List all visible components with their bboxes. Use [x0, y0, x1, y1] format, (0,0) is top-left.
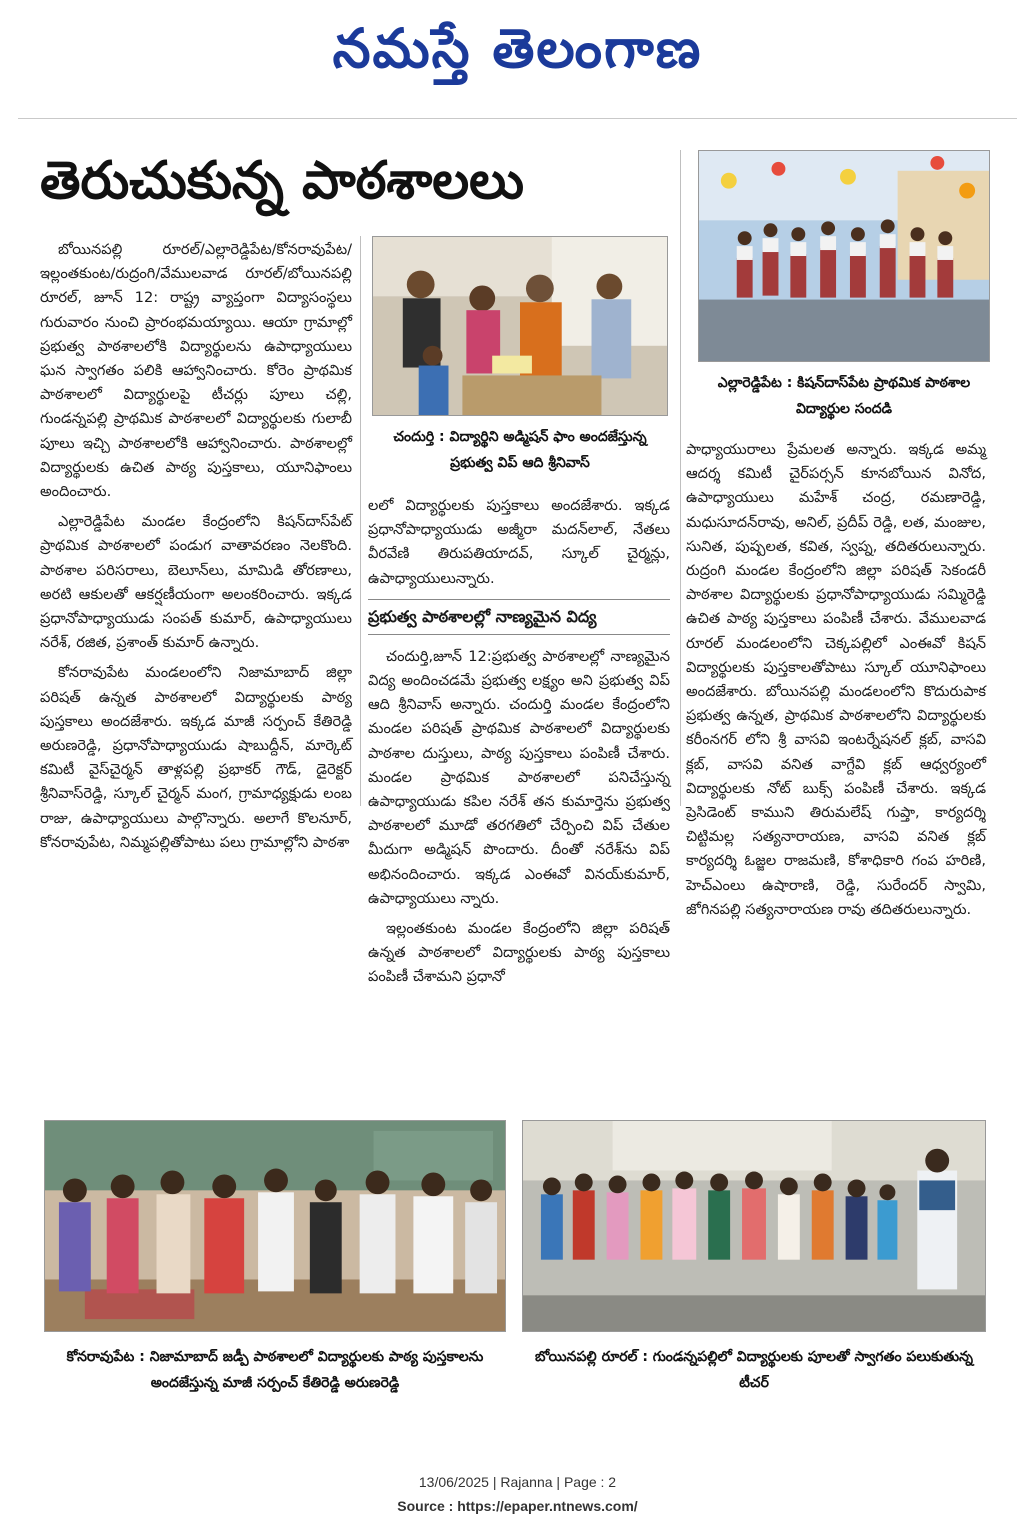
caption-photo-boinpally-rural: బోయినపల్లి రూరల్ : గుండన్నపల్లిలో విద్యార్థులకు పూలతో స్వాగతం పలుకుతున్న టీచర్ [534, 1349, 974, 1391]
article-column-3 [686, 438, 986, 928]
article-column-1 [40, 238, 352, 861]
photo-yellareddypet [698, 150, 990, 362]
caption-photo-chandurthi: చందుర్తి : విద్యార్థిని అడ్మిషన్ ఫాం అందజేస్తున్న ప్రభుత్వ విప్ ఆది శ్రీనివాస్ [393, 429, 647, 471]
caption-photo-konaraopet: కోనరావుపేట : నిజామాబాద్ జడ్పీ పాఠశాలలో విద్యార్థులకు పాఠ్య పుస్తకాలను అందజేస్తున్న మాజీ సర్పంచ్ కేతిరెడ్డి అరుణరెడ్డి [66, 1349, 484, 1391]
col2-paragraph-1: చందుర్తి,జూన్ 12:ప్రభుత్వ పాఠశాలల్లో నాణ్యమైన విద్య అందించడమే ప్రభుత్వ లక్ష్యం అని ప్రభుత్వ విప్ ఆది శ్రీనివాస్ అన్నారు. చందుర్తి మండల కేంద్రంలోని మండల పరిషత్ ప్రాథమిక పాఠశాలలో విద్యార్థులకు పాఠశాల దుస్తులు, పాఠ్య పుస్తకాలు పంపిణీ చేశారు. మండల ప్రాథమిక పాఠశాలలో పనిచేస్తున్న ఉపాధ్యాయుడు కపిల నరేశ్ తన కుమార్తెను ప్రభుత్వ పాఠశాలలో మూడో తరగతిలో చేర్పించి విప్ చేతుల మీదుగా అడ్మిషన్ పొందారు. దీంతో నరేశ్‌ను విప్ అభినందించారు. ఇక్కడ ఎంఈవో వినయ్‌కుమార్, ఉపాధ్యాయులు న్నారు. [368, 647, 670, 907]
photo-konaraopet [44, 1120, 506, 1332]
article-column-2 [368, 494, 670, 996]
col1-paragraph-1: బోయినపల్లి రూరల్/ఎల్లారెడ్డిపేట/కోనరావుపేట/ఇల్లంతకుంట/రుద్రంగి/వేములవాడ రూరల్/బోయినపల్లి రూరల్, జూన్ 12: రాష్ట్ర వ్యాప్తంగా విద్యాసంస్థలు గురువారం నుంచి ప్రారంభమయ్యాయి. ఆయా గ్రామాల్లో ప్రభుత్వ పాఠశాలలోకి విద్యార్థులను ఉపాధ్యాయులు ఘన స్వాగతం పలికి ఆహ్వానించారు. కోరెం ప్రాథమిక పాఠశాలలో విద్యార్థులపై టీచర్లు పూలు చల్లి, గుండన్నపల్లి ప్రాథమిక పాఠశాలలో విద్యార్థులకు గులాబీ పూలు ఇచ్చి పాఠశాలలోకి ఆహ్వానించారు. పాఠశాలల్లో విద్యార్థులకు ఉచిత పాఠ్య పుస్తకాలు, యూనిఫాంలు అందించారు. [40, 241, 352, 501]
col2-paragraph-2: ఇల్లంతకుంట మండల కేంద్రంలోని జిల్లా పరిషత్ ఉన్నత పాఠశాలలో విద్యార్థులకు పాఠ్య పుస్తకాలు పంపిణీ చేశామని ప్రధానో [368, 920, 670, 986]
photo-chandurthi [372, 236, 668, 416]
column-divider-2 [680, 150, 681, 806]
source-link[interactable]: Source : https://epaper.ntnews.com/ [397, 1498, 638, 1514]
photo-boinpally-rural [522, 1120, 986, 1332]
page-footer [0, 1470, 1035, 1518]
masthead-rule [18, 118, 1017, 119]
col1-paragraph-3: కోనరావుపేట మండలంలోని నిజామాబాద్ జిల్లా పరిషత్ ఉన్నత పాఠశాలలో విద్యార్థులకు పాఠ్య పుస్తకాలు అందజేశారు. ఇక్కడ మాజీ సర్పంచ్ కేతిరెడ్డి అరుణరెడ్డి, ప్రధానోపాధ్యాయుడు షాబుద్దీన్, మార్కెట్ కమిటీ వైస్‌చైర్మన్ తాళ్లపల్లి ప్రభాకర్ గౌడ్, డైరెక్టర్ శ్రీనివాస్‌రెడ్డి, స్కూల్ చైర్మన్ మంగ, గ్రామాధ్యక్షుడు లంబ రాజు, ఉపాధ్యాయులు పాల్గొన్నారు. అలాగే కొలనూర్, కోనరావుపేట, నిమ్మపల్లితోపాటు పలు గ్రామాల్లోని పాఠశా [40, 664, 352, 851]
col3-paragraph-1: పాధ్యాయురాలు ప్రేమలత అన్నారు. ఇక్కడ అమ్మ ఆదర్శ కమిటీ చైర్‌పర్సన్ కూనబోయిన వినోద, ఉపాధ్యాయులు మహేశ్ చంద్ర, రమణారెడ్డి, మధుసూదన్‌రావు, అనిల్, ప్రదీప్ రెడ్డి, లత, మంజుల, సునిత, పుష్పలత, కవిత, స్వప్న, తదితరులున్నారు. రుద్రంగి మండల కేంద్రంలోని జిల్లా పరిషత్ సెకండరీ పాఠశాల విద్యార్థులకు ప్రధానోపాధ్యాయుడు సమ్మిరెడ్డి ఉచిత పాఠ్య పుస్తకాలు పంపిణీ చేశారు. వేములవాడ రూరల్ మండలంలోని చెక్కపల్లిలో ఎంఈవో కిషన్ విద్యార్థులకు పుస్తకాలతోపాటు స్కూల్ యూనిఫాంలు అందజేశారు. బోయినపల్లి మండలంలోని కొదురుపాక ప్రభుత్వ ఉన్నత, ప్రాథమిక పాఠశాలలోని విద్యార్థులకు కరీంనగర్ లోని శ్రీ వాసవి ఇంటర్నేషనల్ క్లబ్, వాసవి క్లబ్, వాసవి వనిత వాగ్దేవి క్లబ్ ఆధ్వర్యంలో విద్యార్థులకు నోట్ బుక్స్ పంపిణీ చేశారు. ఇక్కడ ప్రెసిడెంట్ కాముని తిరుమలేష్ గుప్తా, కార్యదర్శి చిట్టిమల్ల సత్యనారాయణ, వాసవి వనిత క్లబ్ కార్యదర్శి ఓజ్జల రాజమణి, కోశాధికారి గంప హరిణి, హెచ్ఎంలు ఉషారాణి, రెడ్డి, సురేందర్ స్వామి, జోగినపల్లి సత్యనారాయణ రావు తదితరులున్నారు. [686, 441, 986, 918]
article-subhead: ప్రభుత్వ పాఠశాలల్లో నాణ్యమైన విద్య [368, 599, 670, 635]
column-divider-1 [360, 236, 361, 806]
newspaper-title: నమస్తే తెలంగాణ [332, 16, 703, 80]
masthead [0, 8, 1035, 88]
col2-continuation: లలో విద్యార్థులకు పుస్తకాలు అందజేశారు. ఇక్కడ ప్రధానోపాధ్యాయుడు అజ్మీరా మదన్‌లాల్, నేతలు వీరవేణి తిరుపతియాదవ్, స్కూల్ చైర్మన్లు, ఉపాధ్యాయులున్నారు. [368, 497, 670, 587]
article-headline: తెరుచుకున్న పాఠశాలలు [40, 151, 525, 211]
col1-paragraph-2: ఎల్లారెడ్డిపేట మండల కేంద్రంలోని కిషన్‌దాస్‌పేట్ ప్రాథమిక పాఠశాలలో పండుగ వాతావరణం నెలకొంది. పాఠశాల పరిసరాలు, బెలూన్‌లు, మామిడి తోరణాలు, అరటి ఆకులతో ఆకర్షణీయంగా అలంకరించారు. ఇక్కడ ప్రధానోపాధ్యాయుడు సంపత్ కుమార్, ఉపాధ్యాయులు నరేశ్, రజిత, ప్రశాంత్ కుమార్ ఉన్నారు. [40, 513, 352, 652]
edition-info: 13/06/2025 | Rajanna | Page : 2 [418, 1474, 617, 1490]
caption-photo-yellareddypet: ఎల్లారెడ్డిపేట : కిషన్‌దాస్‌పేట ప్రాథమిక పాఠశాల విద్యార్థుల సందడి [717, 375, 971, 417]
